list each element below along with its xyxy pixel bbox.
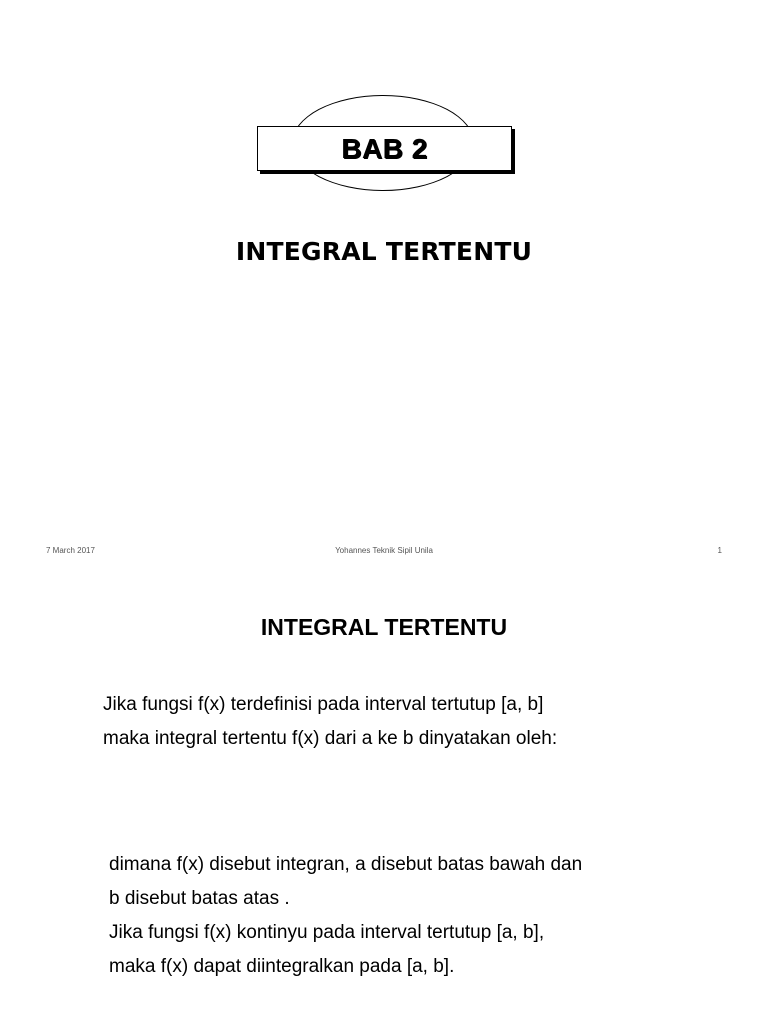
paragraph-line: b disebut batas atas . — [109, 888, 290, 909]
paragraph-line: Jika fungsi f(x) terdefinisi pada interval tertutup [a, b] — [103, 694, 544, 715]
slide-1-title: INTEGRAL TERTENTU — [235, 237, 533, 266]
paragraph-line: dimana f(x) disebut integran, a disebut batas bawah dan — [109, 854, 583, 875]
definition-paragraph — [109, 848, 582, 984]
paragraph-line: maka integral tertentu f(x) dari a ke b dinyatakan oleh: — [103, 728, 558, 749]
intro-paragraph — [103, 688, 557, 756]
chapter-badge — [257, 126, 512, 171]
slide-2 — [0, 575, 768, 1024]
paragraph-line: Jika fungsi f(x) kontinyu pada interval tertutup [a, b], — [109, 922, 545, 943]
footer-page-number: 1 — [717, 546, 722, 555]
paragraph-line: maka f(x) dapat diintegralkan pada [a, b]. — [109, 956, 455, 977]
slide-2-title: INTEGRAL TERTENTU — [260, 614, 508, 640]
footer-author: Yohannes Teknik Sipil Unila — [335, 546, 433, 555]
footer-date: 7 March 2017 — [46, 546, 95, 555]
chapter-badge-label: BAB 2 — [341, 132, 428, 164]
